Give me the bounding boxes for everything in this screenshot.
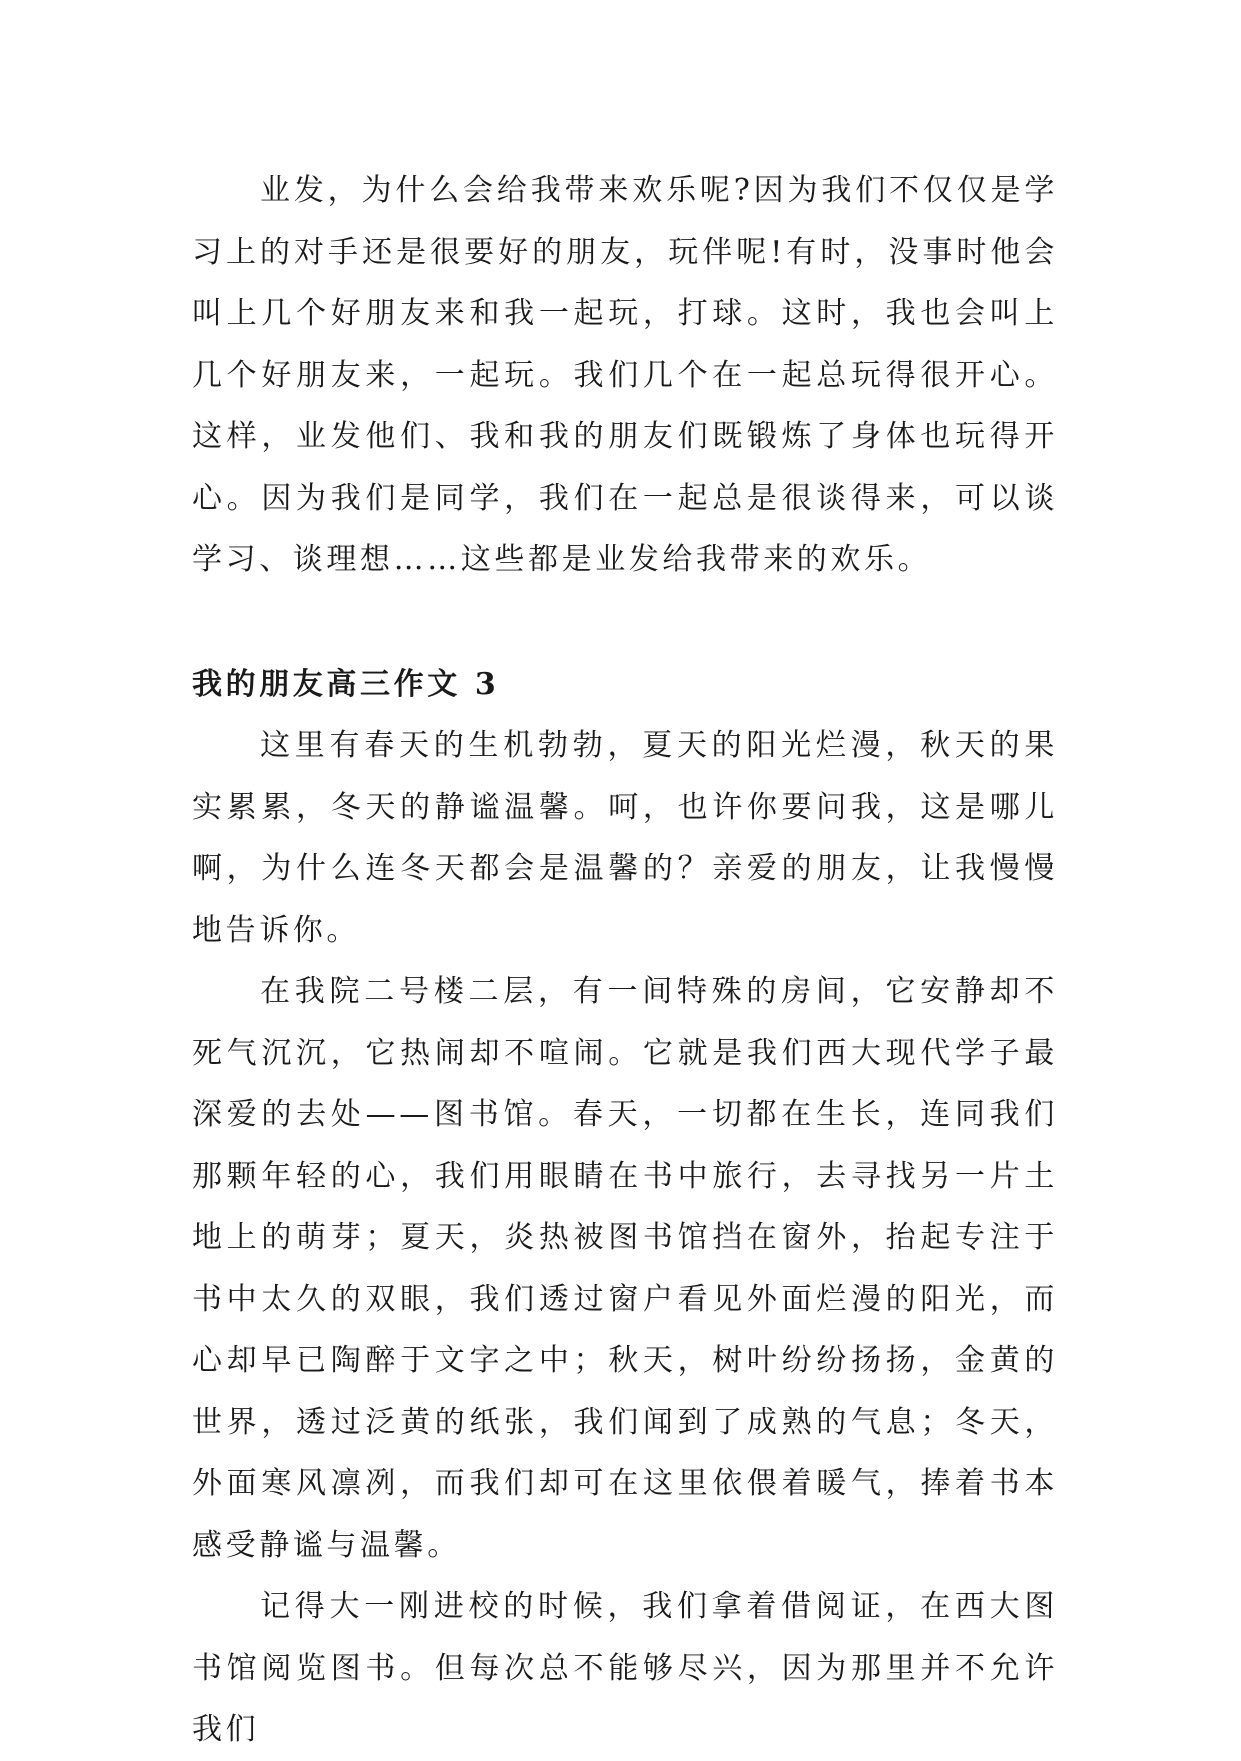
section-heading: 我的朋友高三作文 3 [192, 666, 500, 702]
paragraph-friend-yefa: 业发，为什么会给我带来欢乐呢?因为我们不仅仅是学习上的对手还是很要好的朋友，玩伴呢!有时，没事时他会叫上几个好朋友来和我一起玩，打球。这时，我也会叫上几个好朋友来，一起玩。我们几个在一起总玩得很开心。这样，业发他们、我和我的朋友们既锻炼了身体也玩得开心。因为我们是同学，我们在一起总是很谈得来，可以谈学习、谈理想……这些都是业发给我带来的欢乐。 [192, 173, 1058, 577]
paragraph-seasons-intro: 这里有春天的生机勃勃，夏天的阳光烂漫，秋天的果实累累，冬天的静谧温馨。呵，也许你要问我，这是哪儿啊，为什么连冬天都会是温馨的？亲爱的朋友，让我慢慢地告诉你。 [192, 728, 1058, 948]
document-page [192, 160, 1058, 1761]
paragraph-library: 在我院二号楼二层，有一间特殊的房间，它安静却不死气沉沉，它热闹却不喧闹。它就是我们西大现代学子最深爱的去处——图书馆。春天，一切都在生长，连同我们那颗年轻的心，我们用眼睛在书中旅行，去寻找另一片土地上的萌芽；夏天，炎热被图书馆挡在窗外，抬起专注于书中太久的双眼，我们透过窗户看见外面烂漫的阳光，而心却早已陶醉于文字之中；秋天，树叶纷纷扬扬，金黄的世界，透过泛黄的纸张，我们闻到了成熟的气息；冬天，外面寒风凛冽，而我们却可在这里依偎着暖气，捧着书本感受静谧与温馨。 [192, 974, 1058, 1563]
paragraph-freshman-memory: 记得大一刚进校的时候，我们拿着借阅证，在西大图书馆阅览图书。但每次总不能够尽兴，因为那里并不允许我们 [192, 1589, 1058, 1747]
